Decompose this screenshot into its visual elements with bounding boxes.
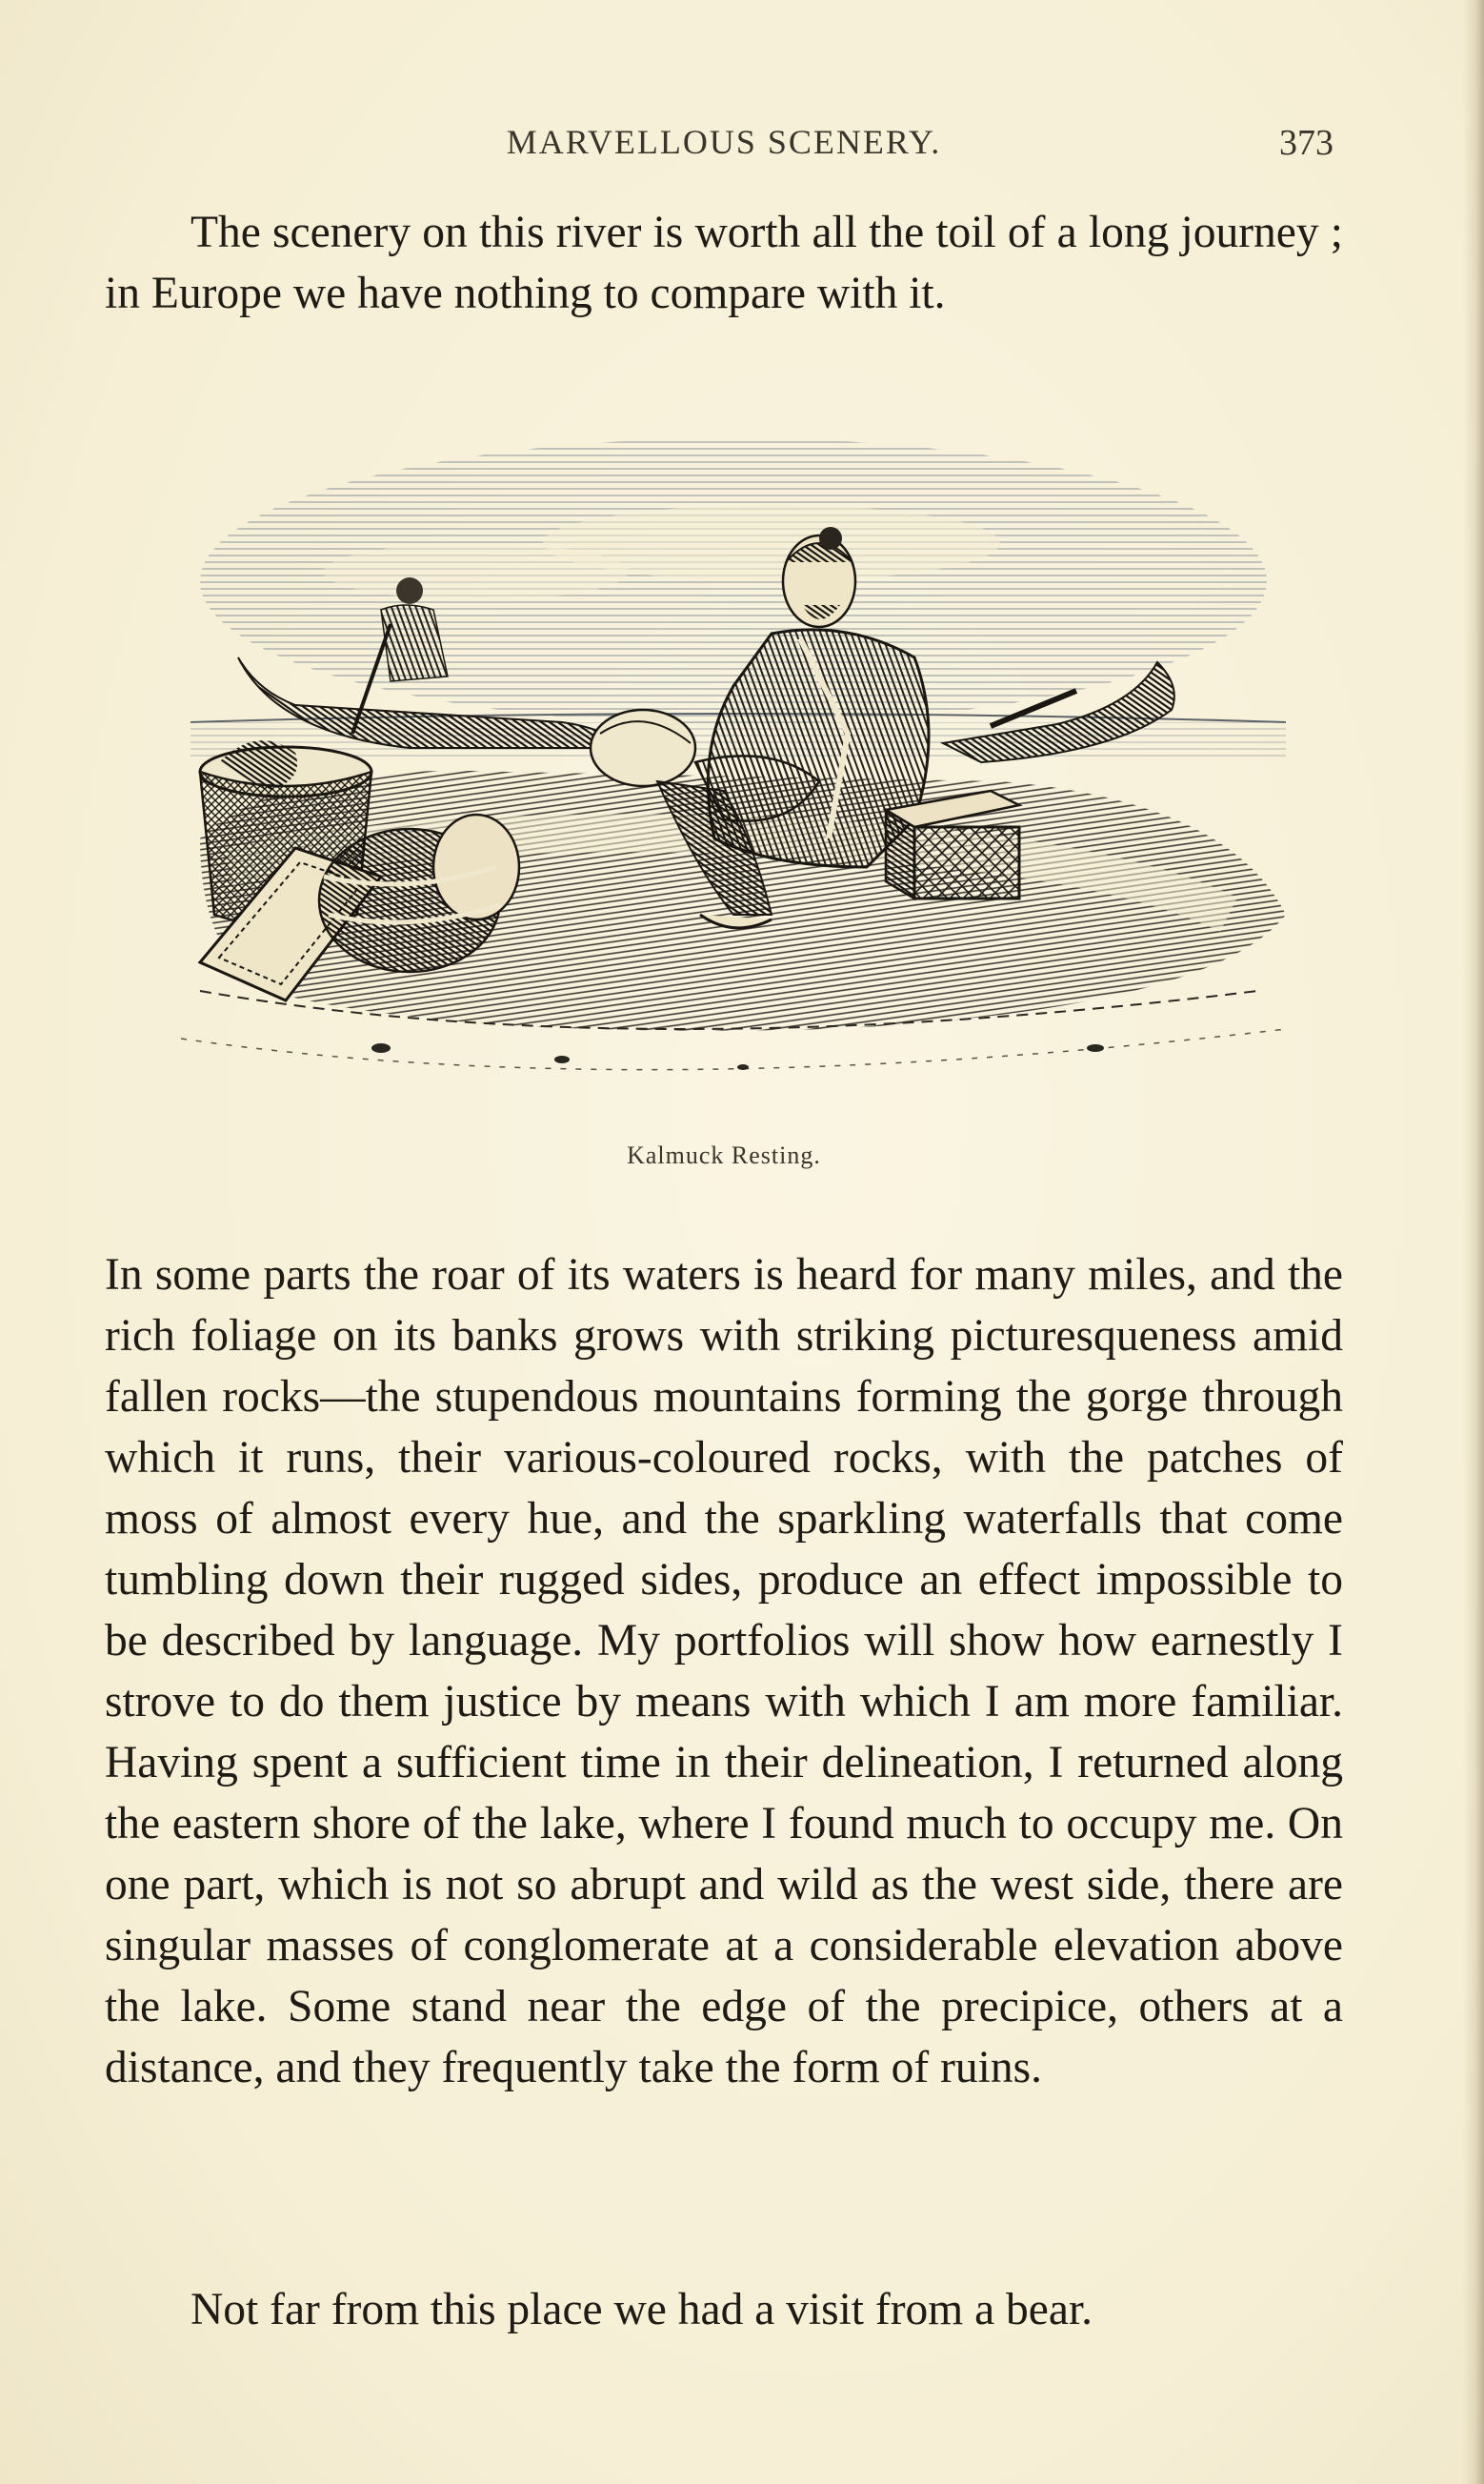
engraving-kalmuck-resting: [162, 419, 1305, 1124]
running-head: MARVELLOUS SCENERY.: [506, 123, 942, 161]
paragraph-last: Not far from this place we had a visit from a bear.: [191, 2285, 1093, 2334]
paragraph-top: The scenery on this river is worth all the toil of a long journey ; in Europe we have nothing to compare with it.: [105, 208, 1343, 318]
page-edge-shadow: [1463, 0, 1484, 2484]
page-header: [105, 122, 1343, 170]
figure-caption: Kalmuck Resting.: [627, 1141, 821, 1169]
page-number: 373: [1279, 123, 1334, 163]
lattice-chest: [886, 791, 1019, 899]
paragraph-main: In some parts the roar of its waters is heard for many miles, and the rich foliage on its banks grows with striking picturesqueness amid fallen rocks—the stupendous mountains forming the gorge through which it runs, their various-coloured rocks, with the patches of moss of almost every hue, and the sparkling waterfalls that come tumbling down their rugged sides, produce an effect impossible to be described by language. My portfolios will show how earnestly I strove to do them justice by means with which I am more familiar. Having spent a sufficient time in their delineation, I returned along the eastern shore of the lake, where I found much to occupy me. On one part, which is not so abrupt and wild as the west side, there are singular masses of conglomerate at a considerable elevation above the lake. Some stand near the edge of the precipice, others at a distance, and they frequently take the form of ruins.: [105, 1250, 1343, 2092]
foreground-pebbles: [371, 1043, 1104, 1070]
